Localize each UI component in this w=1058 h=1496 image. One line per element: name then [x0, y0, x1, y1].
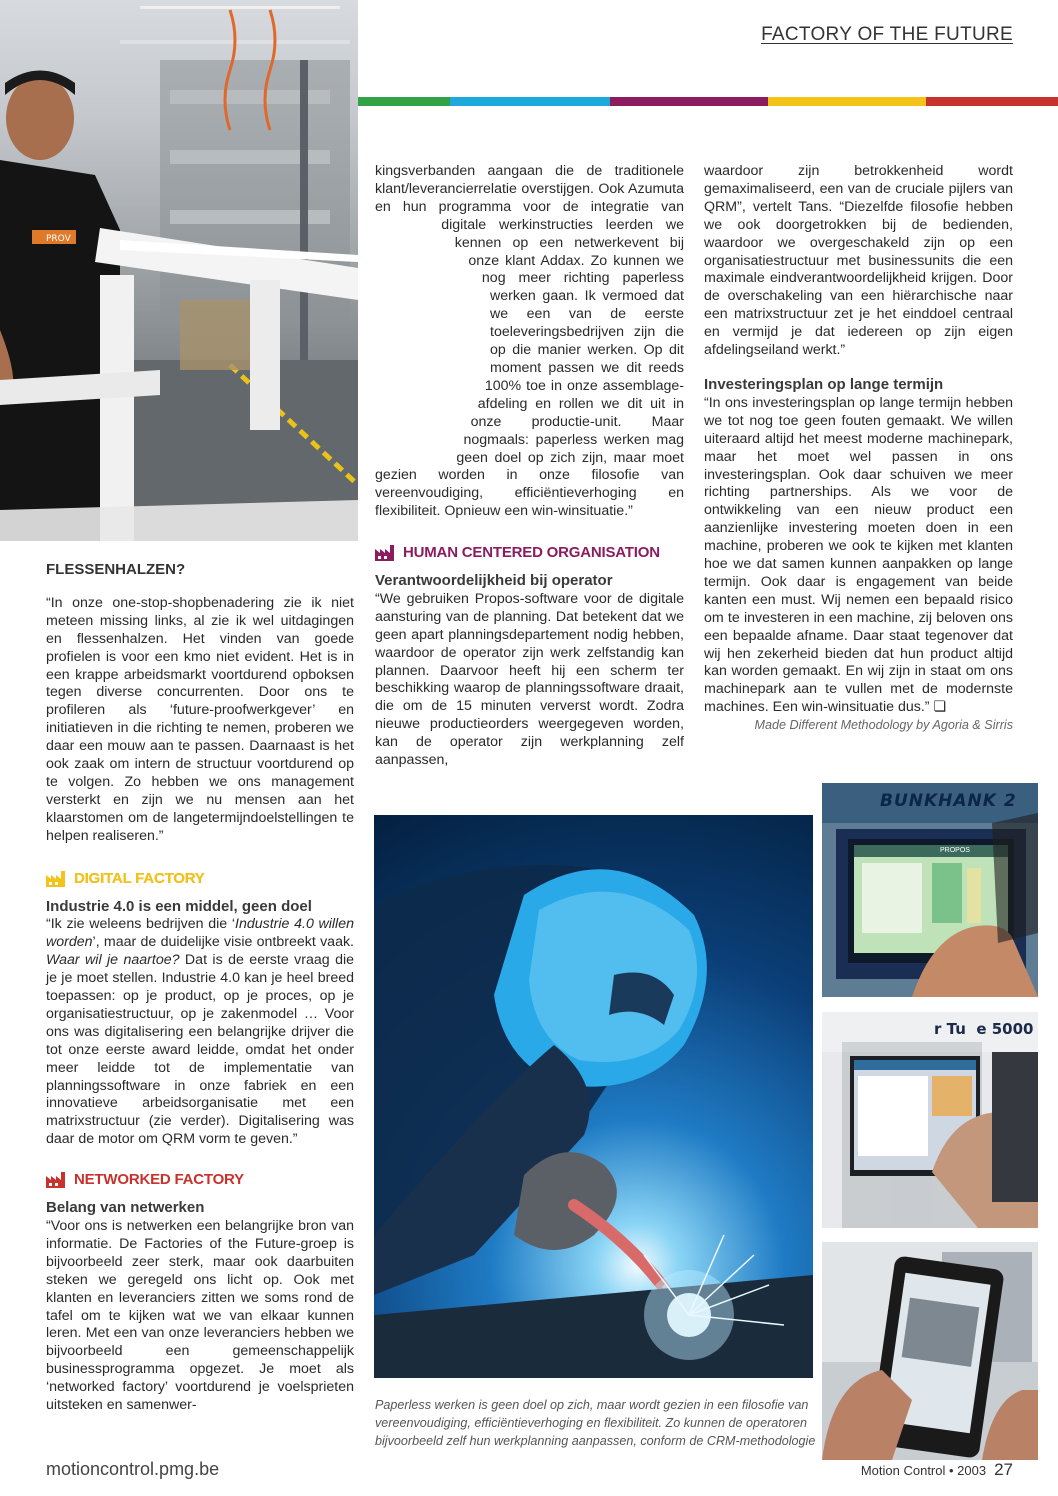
screen1-app-label: PROPOS	[940, 847, 970, 854]
section-digital-factory-label: DIGITAL FACTORY	[74, 869, 205, 887]
color-bar-yellow	[768, 97, 926, 106]
section-human-centered	[375, 544, 684, 562]
heading-flessenhalzen: FLESSENHALZEN?	[46, 561, 186, 578]
subheading-netwerken: Belang van netwerken	[46, 1199, 205, 1217]
factory-worker-photo	[0, 0, 358, 541]
section-human-centered-label: HUMAN CENTERED ORGANISATION	[403, 544, 660, 562]
p2-part-c: Dat is de eerste vraag die je je moet stellen. Industrie 4.0 kan je heel breed toepassen: op je product, op je proces, op je organisatiestructuur, op je zakenmodel … Voor ons was digitalisering een belangrijke drijver die tot onze eerste award leidde, omdat het onder meer leidde tot de implementatie van planningssoftware in onze fabriek en een innovatieve arbeidsorganisatie met een matrixstructuur (zie verder). Digitalisering was daar de motor om QRM vorm te geven.”	[46, 952, 354, 1148]
paragraph-industrie	[46, 916, 354, 1149]
end-mark-icon: ❏	[933, 699, 947, 716]
photo-caption: Paperless werken is geen doel op zich, maar wordt gezien in een filosofie van vereenvoudiging, efficiëntieverhoging en flexibiliteit. Zo kunnen de operatoren bijvoorbeeld zelf hun werkplanning aanpassen, conform de CRM-methodologie	[375, 1398, 816, 1448]
footer-magazine	[861, 1460, 1013, 1480]
column-1	[46, 561, 354, 1415]
shirt-logo-text: PROV	[46, 234, 71, 244]
section-digital-factory	[46, 870, 354, 888]
investeringsplan-text: “In ons investeringsplan op lange termijn hebben we tot nog toe geen fouten gemaakt. We willen uiteraard altijd het meest moderne machinepark, maar het moet wel passen in ons investeringsplan. Ook daar schuiven we meer richting partnerships. Als we voor de ontwikkeling van een nieuw product een aanzienlijke investering moeten doen in een machine, proberen we ook te kijken met klanten hoe we dat samen kunnen aanpakken op lange termijn. Ook daar is engagement van beide kanten een must. Wij nemen een bepaald risico om te investeren in een machine, zij beloven ons een bepaalde afname. Daar staat tegenover dat wij hen zekerheid bieden dat hun product altijd kan worden gemaakt. En wij zijn in staat om ons machinepark aan te vullen met de modernste machines. Een win-winsituatie dus.”	[704, 394, 1013, 716]
p2-part-b: ’, maar de duidelijke visie ontbreekt vaak.	[92, 934, 354, 951]
paragraph-matrixstructuur: waardoor zijn betrokkenheid wordt gemaximaliseerd, een van de cruciale pijlers van QRM”, vertelt Tans. “Diezelfde filosofie hebben we ook doorgetrokken bij de bedienden, waardoor we overgeschakeld zijn op een organisatiestructuur met businessunits die een maximale eindverantwoordelijkheid krijgen. Door de overschakeling van een hiërarchische naar een matrixstructuur zet je het einddoel centraal en vermijd je dat iedereen op zijn eigen afdelingseiland werkt.”	[704, 163, 1013, 359]
subheading-industrie: Industrie 4.0 is een middel, geen doel	[46, 897, 312, 915]
factory-icon	[46, 1172, 68, 1188]
running-title: FACTORY OF THE FUTURE	[761, 24, 1013, 45]
color-bar-blue	[450, 97, 610, 106]
touchscreen-photo-1	[822, 783, 1038, 997]
color-bar-red	[926, 97, 1058, 106]
factory-icon	[375, 545, 397, 561]
touchscreen-photo-2	[822, 1012, 1038, 1228]
footer-website[interactable]: motioncontrol.pmg.be	[46, 1459, 220, 1479]
paragraph-flessenhalzen: “In onze one-stop-shopbenadering zie ik niet meteen missing links, al zie ik wel uitdagingen en flessenhalzen. Het vinden van goede profielen is voor een kmo niet evident. Het is in een krappe arbeidsmarkt voortdurend opboksen tegen diverse concurrenten. Door ons te profileren als ‘future-proofwerkgever’ en initiatieven in die richting te nemen, proberen we daar een mouw aan te passen. Daarnaast is het ook zaak om intern de structuur voortdurend op te volgen. Zo hebben we ons management versterkt en zijn we nu mensen aan het klaarstomen om de langetermijndoelstellingen te helpen realiseren.”	[46, 594, 354, 844]
factory-icon	[46, 871, 68, 887]
p2-part-a: “Ik zie weleens bedrijven die ‘	[46, 916, 236, 933]
paragraph-verantwoordelijkheid: “We gebruiken Propos-software voor de digitale aansturing van de planning. Dat betekent dat we geen apart planningsdepartement nodig hebben, waardoor de operator zijn werk zelfstandig kan plannen. Daarvoor heeft hij een scherm ter beschikking waarop de planningssoftware draait, die om de 15 minuten ververst wordt. Zodra nieuwe productieorders weergegeven worden, kan de operator zijn werkplanning zelf aanpassen,	[375, 590, 684, 769]
p2-emphasis-1: Industrie 4.0 willen worden	[46, 916, 354, 951]
screen1-machine-label: BUNKHANK 2	[880, 791, 1017, 811]
column-2	[375, 163, 684, 770]
footer-magazine-name: Motion Control • 2003	[860, 1463, 987, 1478]
paragraph-netwerken: “Voor ons is netwerken een belangrijke bron van informatie. De Factories of the Future-groep is bijvoorbeeld zeer sterk, maar ook daarbuiten steken we geregeld ons licht op. Ook met klanten en leveranciers zitten we soms rond de tafel om te kijken wat we van elkaar kunnen leren. Met een van onze leveranciers hebben we bijvoorbeeld een gemeenschappelijk businessprogramma opgezet. Je moet als ‘networked factory’ voortdurend je voelsprieten uitsteken en samenwer-	[46, 1218, 354, 1414]
column-3	[704, 163, 1013, 735]
section-networked-factory-label: NETWORKED FACTORY	[74, 1171, 244, 1189]
welding-photo	[374, 815, 813, 1378]
subheading-verantwoordelijkheid: Verantwoordelijkheid bij operator	[375, 572, 613, 590]
color-bar	[358, 97, 1058, 106]
color-bar-purple	[610, 97, 768, 106]
screen2-machine-label: r Tu e 5000	[934, 1020, 1034, 1038]
paragraph-wrap-region	[375, 163, 684, 521]
section-networked-factory	[46, 1171, 354, 1189]
page-number: 27	[994, 1460, 1013, 1479]
article-credit: Made Different Methodology by Agoria & Sirris	[754, 718, 1013, 733]
color-bar-green	[358, 97, 450, 106]
paragraph-netwerken-vervolg: kingsverbanden aangaan die de traditionele klant/leverancierrelatie overstijgen. Ook Azumuta en hun programma voor de integratie van digitale werkinstructies leerden we kennen op een netwerkevent bij onze klant Addax. Zo kunnen we nog meer richting paperless werken gaan. Ik vermoed dat we een van de eerste toeleveringsbedrijven zijn die op die manier werken. Op dit moment passen we dit reeds 100% toe in onze assemblage-afdeling en rollen we dit uit in onze productie-unit. Maar nogmaals: paperless werken mag geen doel op zich zijn, maar moet gezien worden in onze filosofie van vereenvoudiging, efficiëntieverhoging en flexibiliteit. Opnieuw een win-winsituatie.”	[375, 163, 684, 520]
p2-emphasis-2: Waar wil je naartoe?	[46, 952, 180, 969]
tablet-photo	[822, 1242, 1038, 1460]
subheading-investeringsplan: Investeringsplan op lange termijn	[704, 375, 944, 393]
paragraph-investeringsplan	[704, 395, 1013, 717]
